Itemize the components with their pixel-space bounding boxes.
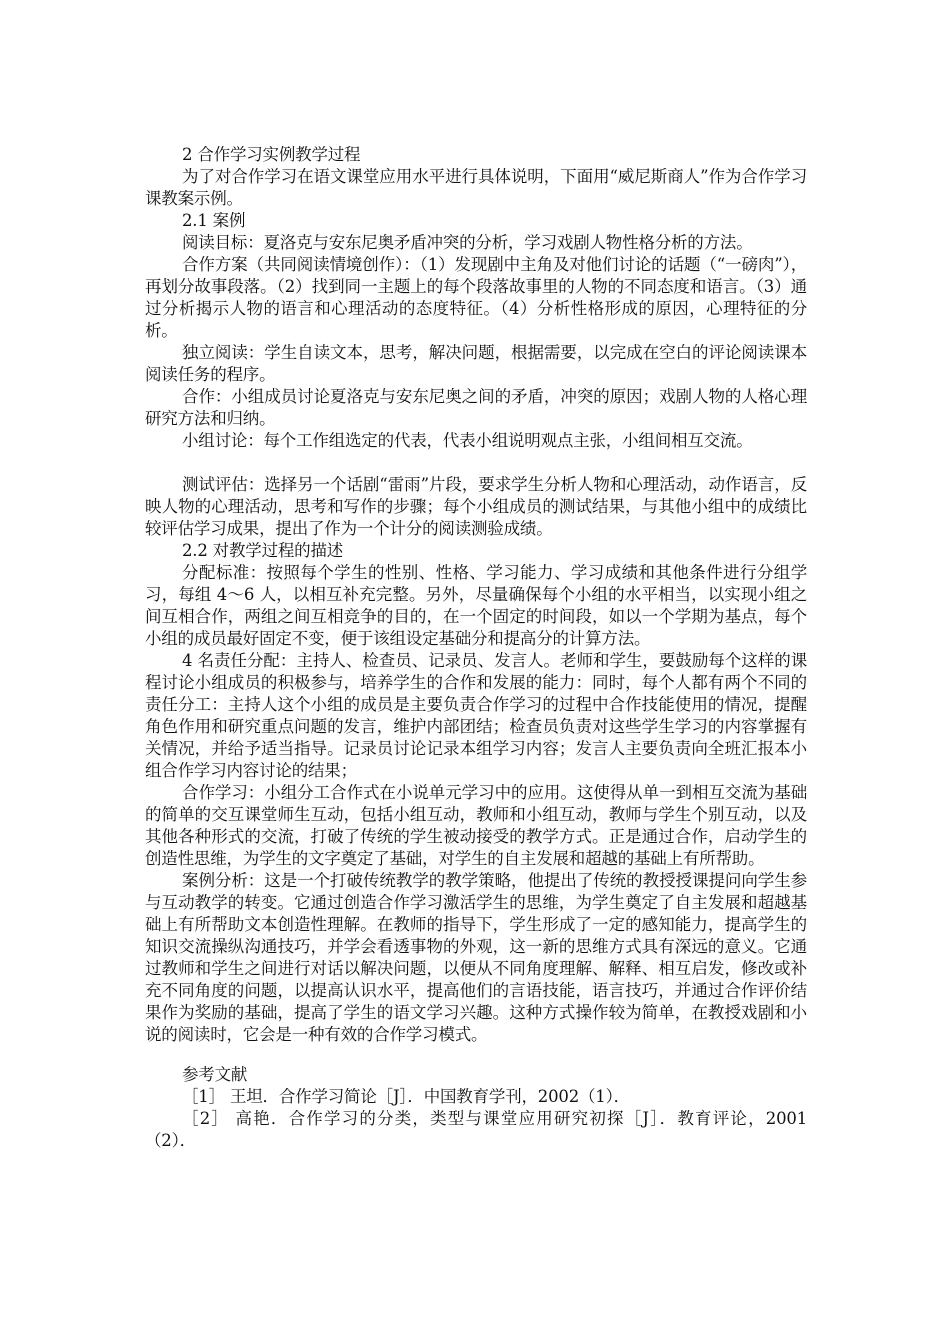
reference-item: ［1］ 王坦．合作学习简论［J］．中国教育学刊，2002（1）． xyxy=(182,1087,630,1106)
subheading-process: 2.2 对教学过程的描述 xyxy=(182,541,344,560)
paragraph-spacer xyxy=(145,1046,807,1064)
reference-item: ［2］ 高艳．合作学习的分类，类型与课堂应用研究初探［J］．教育评论，2001（2）． xyxy=(145,1109,807,1150)
intro-paragraph: 为了对合作学习在语文课堂应用水平进行具体说明，下面用“威尼斯商人”作为合作学习课教案示例。 xyxy=(145,167,807,208)
case-analysis-paragraph: 案例分析：这是一个打破传统教学的教学策略，他提出了传统的教授授课提问向学生参与互动教学的转变。它通过创造合作学习激活学生的思维，为学生奠定了自主发展和超越基础上有所帮助文本创造性理解。在教师的指导下，学生形成了一定的感知能力，提高学生的知识交流操纵沟通技巧，并学会看透事物的外观，这一新的思维方式具有深远的意义。它通过教师和学生之间进行对话以解决问题，以便从不同角度理解、解释、相互启发，修改或补充不同角度的问题，以提高认识水平，提高他们的言语技能，语言技巧，并通过合作评价结果作为奖励的基础，提高了学生的语文学习兴趣。这种方式操作较为简单，在教授戏剧和小说的阅读时，它会是一种有效的合作学习模式。 xyxy=(145,871,807,1044)
cooperative-learning-paragraph: 合作学习：小组分工合作式在小说单元学习中的应用。这使得从单一到相互交流为基础的简单的交互课堂师生互动，包括小组互动，教师和小组互动，教师与学生个别互动，以及其他各种形式的交流，打破了传统的学生被动接受的教学方式。正是通过合作，启动学生的创造性思维，为学生的文字奠定了基础，对学生的自主发展和超越的基础上有所帮助。 xyxy=(145,783,807,868)
allocation-standard-paragraph: 分配标准：按照每个学生的性别、性格、学习能力、学习成绩和其他条件进行分组学习，每组 4～6 人，以相互补充完整。另外，尽量确保每个小组的水平相当，以实现小组之间互相合作，两组之间互相竞争的目的，在一个固定的时间段，如以一个学期为基点，每个小组的成员最好固定不变，便于该组设定基础分和提高分的计算方法。 xyxy=(145,563,807,648)
subheading-case: 2.1 案例 xyxy=(182,211,246,230)
references-heading: 参考文献 xyxy=(182,1065,248,1084)
cooperation-plan-paragraph: 合作方案（共同阅读情境创作）：（1）发现剧中主角及对他们讨论的话题（“一磅肉”），再划分故事段落。（2）找到同一主题上的每个段落故事里的人物的不同态度和语言。（3）通过分析揭示人物的语言和心理活动的态度特征。（4）分析性格形成的原因，心理特征的分析。 xyxy=(145,255,807,340)
reading-goal-paragraph: 阅读目标：夏洛克与安东尼奥矛盾冲突的分析，学习戏剧人物性格分析的方法。 xyxy=(182,233,753,252)
section-heading: 2 合作学习实例教学过程 xyxy=(182,145,361,164)
cooperation-paragraph: 合作：小组成员讨论夏洛克与安东尼奥之间的矛盾，冲突的原因；戏剧人物的人格心理研究方法和归纳。 xyxy=(145,387,807,428)
role-allocation-paragraph: 4 名责任分配：主持人、检查员、记录员、发言人。老师和学生，要鼓励每个这样的课程讨论小组成员的积极参与，培养学生的合作和发展的能力：同时，每个人都有两个不同的责任分工：主持人这个小组的成员是主要负责合作学习的过程中合作技能使用的情况，提醒角色作用和研究重点问题的发言，维护内部团结；检查员负责对这些学生学习的内容掌握有关情况，并给予适当指导。记录员讨论记录本组学习内容；发言人主要负责向全班汇报本小组合作学习内容讨论的结果； xyxy=(145,651,807,780)
test-evaluation-paragraph: 测试评估：选择另一个话剧“雷雨”片段，要求学生分析人物和心理活动，动作语言，反映人物的心理活动，思考和写作的步骤；每个小组成员的测试结果，与其他小组中的成绩比较评估学习成果，提出了作为一个计分的阅读测验成绩。 xyxy=(145,475,807,538)
paragraph-spacer xyxy=(145,452,807,474)
group-discussion-paragraph: 小组讨论：每个工作组选定的代表，代表小组说明观点主张，小组间相互交流。 xyxy=(182,431,753,450)
document-body xyxy=(145,144,807,1152)
independent-reading-paragraph: 独立阅读：学生自读文本，思考，解决问题，根据需要，以完成在空白的评论阅读课本阅读任务的程序。 xyxy=(145,343,807,384)
